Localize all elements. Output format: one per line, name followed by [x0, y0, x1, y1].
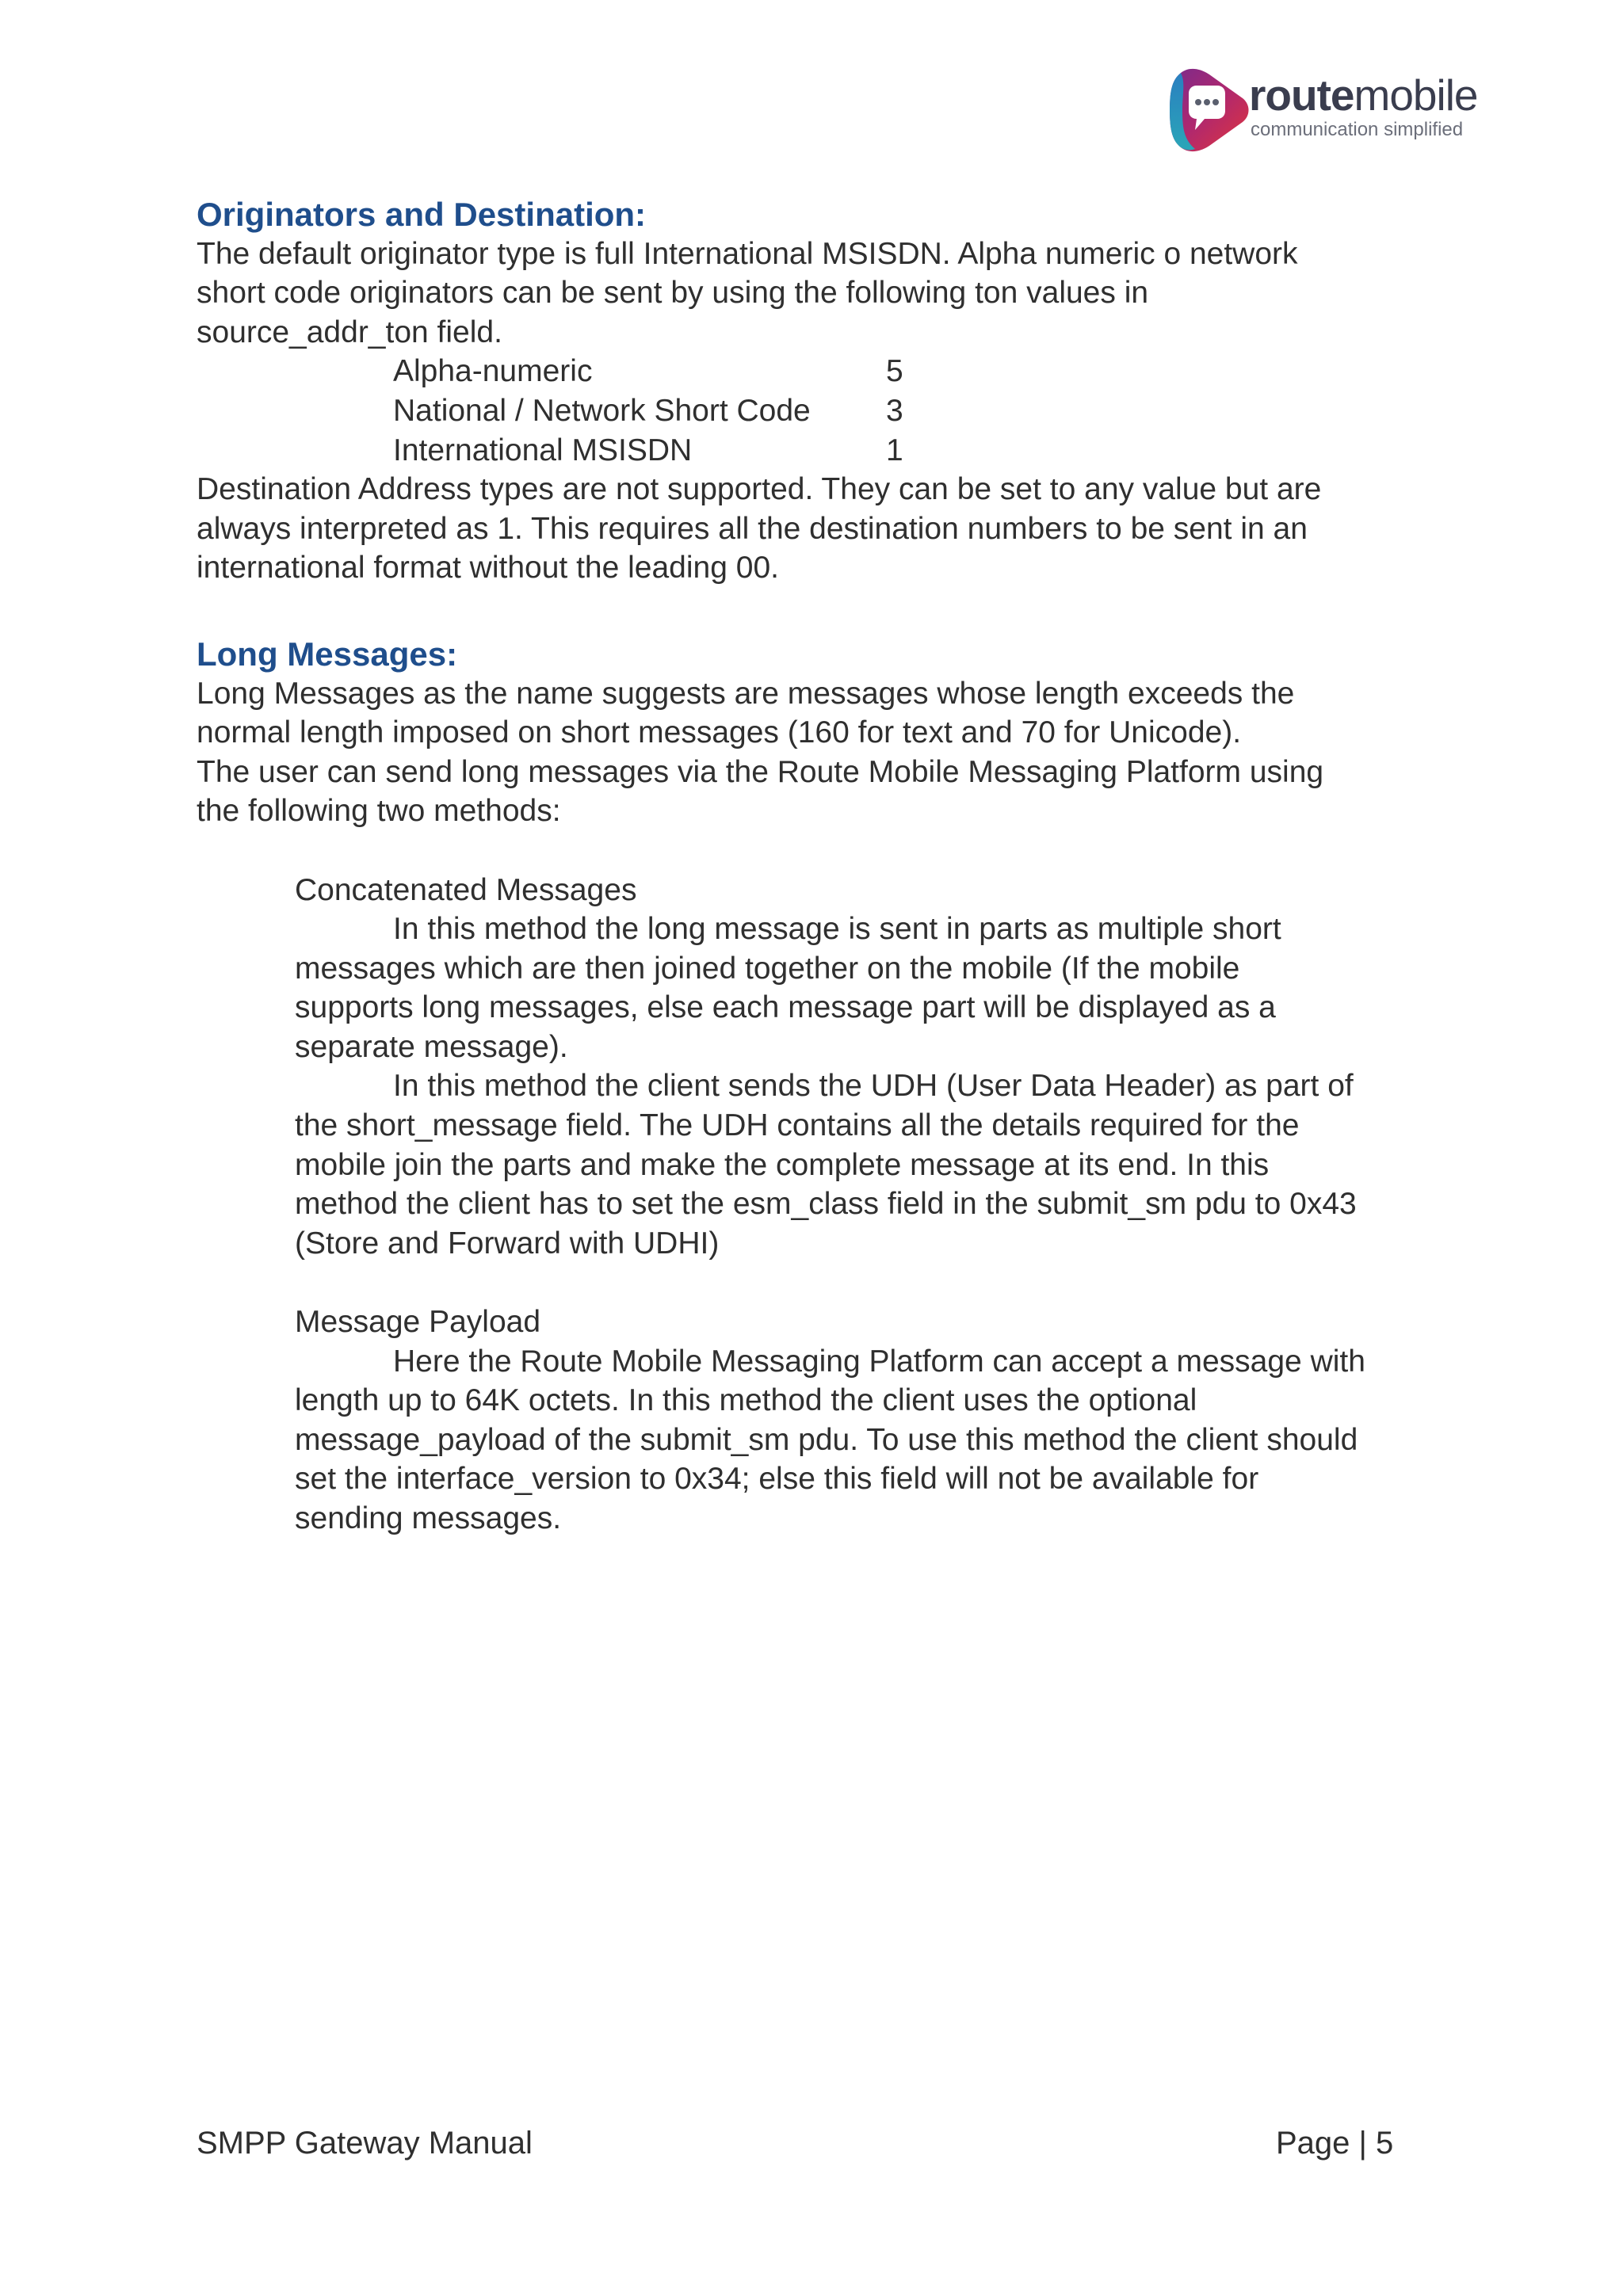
logo-word-bold: route	[1249, 71, 1354, 120]
section-heading-long-messages: Long Messages:	[197, 635, 458, 673]
ton-value: 5	[886, 354, 903, 389]
table-row	[393, 352, 903, 391]
ton-label: Alpha-numeric	[393, 354, 593, 389]
footer-page-number: Page | 5	[1276, 2126, 1394, 2161]
method-payload	[295, 1302, 1436, 1539]
method-paragraph: Here the Route Mobile Messaging Platform can accept a message with length up to 64K octets. In this method the client uses the optional message_payload of the submit_sm pdu. To use this method the client should set the interface_version to 0x34; else this field will not be available for sending messages.	[295, 1344, 1365, 1535]
routemobile-logo-icon	[1165, 67, 1249, 154]
spacer	[197, 1263, 1449, 1302]
spacer	[197, 831, 1449, 871]
logo-word-light: mobile	[1354, 71, 1478, 120]
logo-wordmark	[1249, 71, 1478, 119]
ton-label: International MSISDN	[393, 433, 693, 467]
method-title: Concatenated Messages	[295, 872, 637, 907]
method-concatenated	[295, 871, 1436, 1264]
originators-intro: The default originator type is full International MSISDN. Alpha numeric o network short code originators can be sent by using the following ton values in source_addr_ton field.	[197, 236, 1298, 349]
long-messages-intro: Long Messages as the name suggests are messages whose length exceeds the normal length imposed on short messages (160 for text and 70 for Unicode). The user can send long messages via the Route Mobile Messaging Platform using the following two methods:	[197, 676, 1324, 829]
spacer	[197, 588, 1449, 635]
ton-values-table	[393, 352, 903, 470]
table-row	[393, 431, 903, 471]
ton-value: 1	[886, 433, 903, 467]
table-row	[393, 391, 903, 431]
method-paragraph: In this method the client sends the UDH (User Data Header) as part of the short_message field. The UDH contains all the details required for the mobile join the parts and make the complete message at its end. In this method the client has to set the esm_class field in the submit_sm pdu to 0x43 (Store and Forward with UDHI)	[295, 1069, 1357, 1261]
method-paragraph: In this method the long message is sent in parts as multiple short messages which are then joined together on the mobile (If the mobile supports long messages, else each message part will be displayed as a separate message).	[295, 912, 1281, 1064]
ton-value: 3	[886, 393, 903, 428]
section-heading-originators: Originators and Destination:	[197, 196, 647, 233]
logo-tagline: communication simplified	[1251, 119, 1464, 140]
footer-document-title: SMPP Gateway Manual	[197, 2126, 533, 2161]
ton-label: National / Network Short Code	[393, 393, 811, 428]
document-body	[197, 195, 1449, 1539]
method-title: Message Payload	[295, 1305, 541, 1340]
routemobile-logo	[1165, 63, 1482, 158]
destination-paragraph: Destination Address types are not supported. They can be set to any value but are always interpreted as 1. This requires all the destination numbers to be sent in an international format without the leading 00.	[197, 472, 1322, 585]
